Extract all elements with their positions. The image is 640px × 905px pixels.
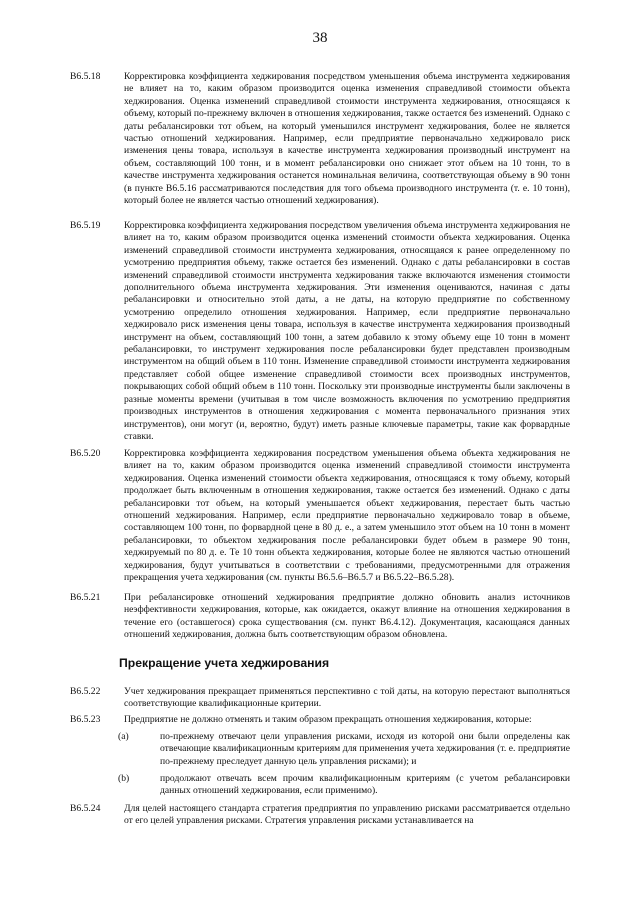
page-number: 38 [312,30,328,46]
paragraph-number: B6.5.19 [70,220,101,231]
subitem-b [118,773,570,798]
paragraph-number: B6.5.18 [70,71,101,82]
paragraph-text: Корректировка коэффициента хеджирования посредством увеличения объема инструмента хеджирования не влияет на то, каким образом производится оценка изменений стоимости объекта хеджирования. Оценка изменений справедливой стоимости инструмента хеджирования, относящаяся к ранее определенному по усмотрению предприятия объему, также остается без изменений. Однако с даты ребалансировки в состав изменений справедливой стоимости инструмента хеджирования также включаются изменения стоимости дополнительного объема инструмента хеджирования. Эти изменения оцениваются, начиная с даты ребалансировки и относительно этой даты, а не даты, на которую предприятие по собственному усмотрению определило отношения хеджирования. Например, если предприятие первоначально хеджировало риск изменения цены товара, используя в качестве инструмента хеджирования производный инструмент на объем, составляющий 100 тонн, а затем добавило к этому объему еще 10 тонн в момент ребалансировки, то инструмент хеджирования после ребалансировки будет представлен производным инструментом на общий объем в 110 тонн. Изменение справедливой стоимости инструмента хеджирования представляет собой общее изменение справедливой стоимости всех производных инструментов, покрывающих собой общий объем в 110 тонн. Поскольку эти производные инструменты были заключены в разные моменты времени (учитывая в том числе возможность включения по усмотрению предприятия производных инструментов в отношения хеджирования с момента первоначального признания этих инструментов), они могут (и, вероятно, будут) иметь разные ключевые параметры, такие как форвардные ставки. [124,220,570,442]
paragraph-b6-5-19 [70,220,570,443]
paragraph-b6-5-23 [70,714,570,726]
paragraph-b6-5-22 [70,686,570,711]
subitem-text: продолжают отвечать всем прочим квалификационным критериям (с учетом ребалансировки данных отношений хеджирования, если применимо). [160,773,570,797]
paragraph-number: B6.5.23 [70,714,101,725]
paragraph-b6-5-24 [70,803,570,828]
paragraph-b6-5-18 [70,71,570,207]
paragraph-text: Корректировка коэффициента хеджирования посредством уменьшения объема объекта хеджирования не влияет на то, каким образом производится оценка изменений справедливой стоимости инструмента хеджирования. Оценка изменений стоимости объекта хеджирования, относящаяся к тому объему, который продолжает быть включенным в отношения хеджирования, также остается без изменений. Однако с даты ребалансировки тот объем, на который уменьшается объект хеджирования, перестает быть частью отношений хеджирования. Например, если предприятие первоначально хеджировало товар в объеме, составляющем 100 тонн, по форвардной цене в 80 д. е., а затем уменьшило этот объем на 10 тонн в момент ребалансировки, то объектом хеджирования после ребалансировки будет объем в размере 90 тонн, хеджируемый по 80 д. е. Те 10 тонн объекта хеджирования, которые более не являются частью отношений хеджирования, будут учитываться в соответствии с требованиями, предусмотренными для отражения прекращения учета хеджирования (см. пункты B6.5.6–B6.5.7 и B6.5.22–B6.5.28). [124,448,570,584]
paragraph-number: B6.5.22 [70,686,101,697]
subitem-text: по-прежнему отвечают цели управления рисками, исходя из которой они были определены как отвечающие квалификационным критериям для применения учета хеджирования (т. е. предприятие по-прежнему преследует данную цель управления рисками); и [160,731,570,767]
subitem-letter: (b) [118,773,130,784]
paragraph-text: Для целей настоящего стандарта стратегия предприятия по управлению рисками рассматривается отдельно от его целей управления рисками. Стратегия управления рисками устанавливается на [124,803,570,827]
paragraph-number: B6.5.21 [70,592,101,603]
paragraph-text: Учет хеджирования прекращает применяться перспективно с той даты, на которую перестают выполняться соответствующие квалификационные критерии. [124,686,570,710]
paragraph-b6-5-20 [70,448,570,584]
paragraph-number: B6.5.24 [70,803,101,814]
paragraph-number: B6.5.20 [70,448,101,459]
paragraph-text: Корректировка коэффициента хеджирования посредством уменьшения объема инструмента хеджирования не влияет на то, каким образом производится оценка изменения справедливой стоимости объекта хеджирования. Оценка изменений справедливой стоимости инструмента хеджирования, относящаяся к объему, который по-прежнему включен в отношения хеджирования, также остается без изменений. Однако с даты ребалансировки тот объем, на который уменьшился инструмент хеджирования, более не является частью отношений хеджирования. Например, если предприятие первоначально хеджировало риск изменения цены товара, используя в качестве инструмента хеджирования производный инструмент на объем, составляющий 100 тонн, и в момент ребалансировки оно снижает этот объем на 10 тонн, то в качестве инструмента хеджирования останется номинальная величина, соответствующая объему в 90 тонн (в пункте B6.5.16 рассматриваются последствия для того объема производного инструмента (т. е. 10 тонн), который более не является частью отношений хеджирования). [124,71,570,207]
paragraph-b6-5-21 [70,592,570,642]
paragraph-text: При ребалансировке отношений хеджирования предприятие должно обновить анализ источников неэффективности хеджирования, которые, как ожидается, окажут влияние на отношения хеджирования в течение его (оставшегося) срока существования (см. пункт B6.4.12). Документация, касающаяся данных отношений хеджирования, должна быть соответствующим образом обновлена. [124,592,570,641]
paragraph-text: Предприятие не должно отменять и таким образом прекращать отношения хеджирования, которые: [124,714,532,725]
section-heading: Прекращение учета хеджирования [119,656,330,670]
subitem-a [118,731,570,768]
subitem-letter: (a) [118,731,129,742]
